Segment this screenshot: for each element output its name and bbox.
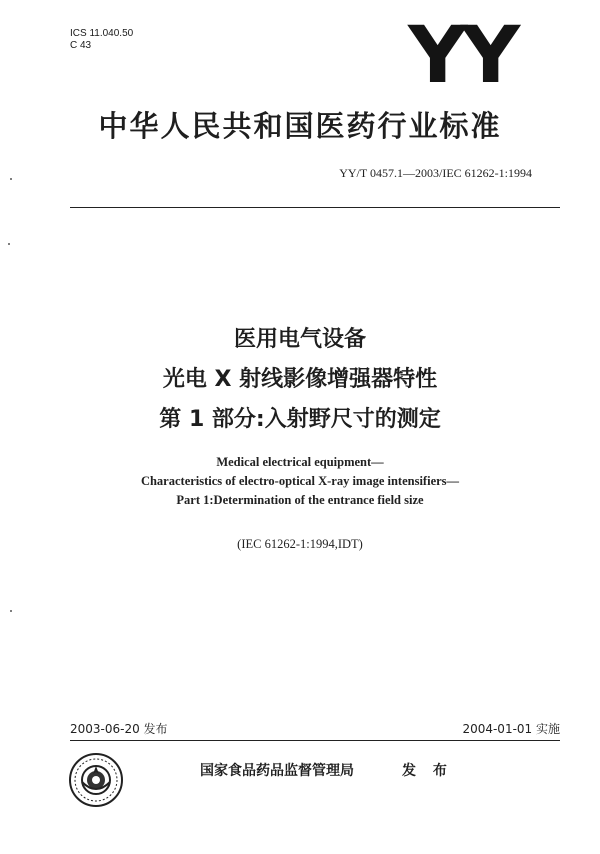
scan-speck — [10, 610, 12, 612]
title-en-line-3: Part 1:Determination of the entrance field size — [176, 493, 424, 507]
title-cn-line-3: 第 1 部分:入射野尺寸的测定 — [159, 407, 441, 432]
classification-block — [70, 28, 133, 52]
scan-speck — [10, 178, 12, 180]
yy-logo: YY — [408, 11, 515, 101]
scan-speck — [8, 243, 10, 245]
title-cn-line-1: 医用电气设备 — [233, 327, 366, 352]
title-en-line-1: Medical electrical equipment— — [216, 455, 384, 469]
ics-code: ICS 11.040.50 — [70, 28, 134, 39]
seal-emblem-icon — [68, 752, 124, 808]
issue-date: 2003-06-20 发布 — [70, 722, 168, 736]
title-cn-line-2: 光电 X 射线影像增强器特性 — [162, 367, 438, 392]
equivalence-note: (IEC 61262-1:1994,IDT) — [237, 537, 363, 551]
standard-code: YY/T 0457.1—2003/IEC 61262-1:1994 — [339, 166, 532, 180]
publisher-name: 国家食品药品监督管理局 — [200, 763, 354, 779]
standard-title: 中华人民共和国医药行业标准 — [98, 109, 502, 143]
top-divider — [70, 207, 560, 208]
title-en-line-2: Characteristics of electro-optical X-ray image intensifiers— — [140, 474, 460, 488]
bottom-divider — [70, 740, 560, 741]
implement-date: 2004-01-01 实施 — [462, 722, 560, 736]
publish-label: 发 布 — [402, 763, 453, 779]
ccs-code: C 43 — [70, 40, 92, 51]
